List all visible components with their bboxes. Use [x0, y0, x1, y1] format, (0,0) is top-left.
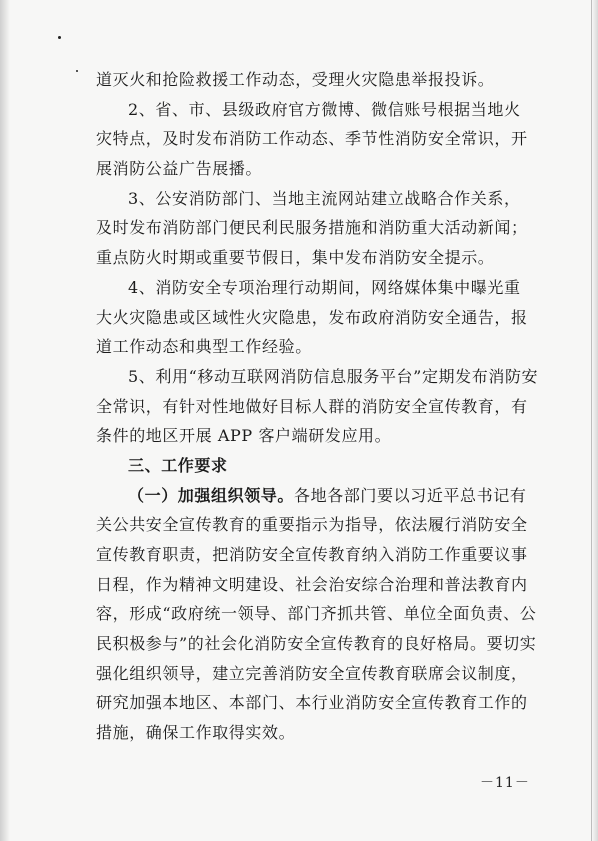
text-line: 日程，作为精神文明建设、社会治安综合治理和普法教育内 — [96, 574, 528, 594]
text-line: 3、公安消防部门、当地主流网站建立战略合作关系， — [128, 188, 521, 208]
text-run: 各地各部门要以习近平总书记有 — [294, 485, 527, 505]
text-line: 全常识，有针对性地做好目标人群的消防安全宣传教育，有 — [96, 396, 528, 416]
scan-speck — [76, 70, 78, 72]
text-line — [96, 481, 527, 511]
text-line: 条件的地区开展 APP 客户端研发应用。 — [96, 426, 392, 446]
text-line: 容，形成“政府统一领导、部门齐抓共管、单位全面负责、公 — [96, 604, 537, 624]
subsection-title: （一）加强组织领导。 — [128, 485, 295, 505]
text-line: 关公共安全宣传教育的重要指示为指导，依法履行消防安全 — [96, 515, 528, 535]
text-line: 5、利用“移动互联网消防信息服务平台”定期发布消防安 — [128, 366, 539, 386]
text-line: 灾特点，及时发布消防工作动态、季节性消防安全常识，开 — [96, 129, 528, 149]
page-left-edge — [0, 0, 10, 841]
section-heading: 三、工作要求 — [128, 455, 228, 475]
text-line: 道工作动态和典型工作经验。 — [96, 337, 312, 357]
text-line: 措施，确保工作取得实效。 — [96, 723, 296, 743]
text-line: 道灭火和抢险救援工作动态，受理火灾隐患举报投诉。 — [96, 70, 495, 89]
text-line: 强化组织领导，建立完善消防安全宣传教育联席会议制度， — [96, 663, 528, 683]
text-line: 展消防公益广告展播。 — [96, 159, 263, 179]
text-line: 宣传教育职责，把消防安全宣传教育纳入消防工作重要议事 — [96, 545, 528, 564]
text-line: 2、省、市、县级政府官方微博、微信账号根据当地火 — [128, 99, 521, 119]
text-line: 研究加强本地区、本部门、本行业消防安全宣传教育工作的 — [96, 693, 528, 713]
body-text — [96, 65, 539, 748]
page-number: －11－ — [480, 775, 530, 791]
text-line: 大火灾隐患或区域性火灾隐患，发布政府消防安全通告，报 — [96, 307, 528, 327]
text-line: 4、消防安全专项治理行动期间，网络媒体集中曝光重 — [128, 277, 521, 297]
text-line: 民积极参与”的社会化消防安全宣传教育的良好格局。要切实 — [96, 634, 537, 654]
text-line: 重点防火时期或重要节假日，集中发布消防安全提示。 — [96, 248, 495, 268]
page-right-shadow — [592, 0, 598, 841]
text-line: 及时发布消防部门便民利民服务措施和消防重大活动新闻； — [96, 218, 528, 238]
scan-speck — [58, 36, 61, 39]
